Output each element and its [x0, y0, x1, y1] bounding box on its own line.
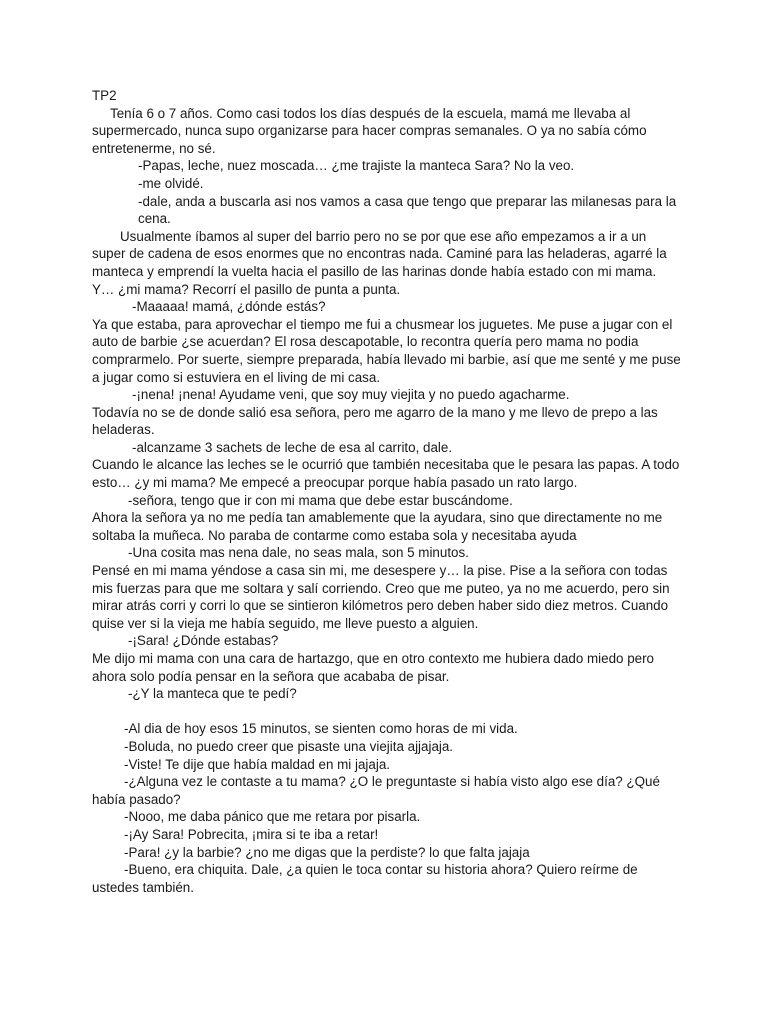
conversation-line: -¡Ay Sara! Pobrecita, ¡mira si te iba a retar!: [124, 826, 379, 842]
blank-line: [92, 703, 682, 721]
conversation-line: -Nooo, me daba pánico que me retara por pisarla.: [124, 809, 421, 825]
conversation-line: -Viste! Te dije que había maldad en mi jajaja.: [124, 756, 390, 772]
paragraph: Cuando le alcance las leches se le ocurrió que también necesitaba que le pesara las papas. A todo esto… ¿y mi mama? Me empecé a preocupar porque había pasado un rato largo.: [92, 457, 680, 491]
conversation-line: -Al dia de hoy esos 15 minutos, se sienten como horas de mi vida.: [124, 721, 518, 737]
dialogue-line: -alcanzame 3 sachets de leche de esa al carrito, dale.: [132, 439, 453, 455]
conversation-line: -Bueno, era chiquita. Dale, ¿a quien le toca contar su historia ahora? Quiero reírme de ustedes también.: [92, 862, 638, 895]
paragraph: Ya que estaba, para aprovechar el tiempo me fui a chusmear los juguetes. Me puse a jugar con el auto de barbie ¿se acuerdan? El rosa descapotable, lo recontra quería pero mama no podia comprarmelo. Por suerte, siempre preparada, había llevado mi barbie, así que me senté y me puse a jugar como si estuviera en el living de mi casa.: [92, 316, 681, 385]
dialogue-line: -Papas, leche, nuez moscada… ¿me trajiste la manteca Sara? No la veo.: [138, 158, 575, 174]
paragraph: Ahora la señora ya no me pedía tan amablemente que la ayudara, sino que directamente no me soltaba la muñeca. No paraba de contarme como estaba sola y necesitaba ayuda: [92, 510, 663, 543]
dialogue-line: -me olvidé.: [138, 175, 204, 191]
paragraph: Todavía no se de donde salió esa señora, pero me agarro de la mano y me llevo de prepo a las heladeras.: [92, 404, 658, 438]
paragraph-intro: Tenía 6 o 7 años. Como casi todos los días después de la escuela, mamá me llevaba al supermercado, nunca supo organizarse para hacer compras semanales. O ya no sabía cómo entretenerme, no sé.: [92, 105, 647, 156]
document-body: [92, 87, 682, 896]
dialogue-line: -dale, anda a buscarla asi nos vamos a casa que tengo que preparar las milanesas para la cena.: [138, 193, 677, 227]
dialogue-line: -¡Sara! ¿Dónde estabas?: [128, 633, 279, 649]
document-title: TP2: [92, 88, 117, 103]
conversation-line: -¿Alguna vez le contaste a tu mama? ¿O le preguntaste si había visto algo ese día? ¿Qué había pasado?: [92, 774, 660, 807]
paragraph: Pensé en mi mama yéndose a casa sin mi, me desespere y… la pise. Pise a la señora con todas mis fuerzas para que me soltara y salí corriendo. Creo que me puteo, ya no me acuerdo, pero sin mirar atrás corri y corri lo que se sintieron kilómetros pero deben haber sido diez metros. Cuando quise ver si la vieja me había seguido, me lleve puesto a alguien.: [92, 563, 670, 631]
dialogue-line: -Maaaaa! mamá, ¿dónde estás?: [132, 299, 326, 315]
paragraph: Usualmente íbamos al super del barrio pero no se por que ese año empezamos a ir a un super de cadena de esos enormes que no encontras nada. Caminé para las heladeras, agarré la manteca y emprendí la vuelta hacia el pasillo de las harinas donde había estado con mi mama. Y… ¿mi mama? Recorrí el pasillo de punta a punta.: [92, 228, 667, 297]
dialogue-line: -señora, tengo que ir con mi mama que debe estar buscándome.: [128, 492, 513, 508]
paragraph: Me dijo mi mama con una cara de hartazgo, que en otro contexto me hubiera dado miedo pero ahora solo podía pensar en la señora que acababa de pisar.: [92, 651, 654, 684]
conversation-line: -Para! ¿y la barbie? ¿no me digas que la perdiste? lo que falta jajaja: [124, 844, 530, 860]
dialogue-line: -Una cosita mas nena dale, no seas mala, son 5 minutos.: [128, 545, 469, 561]
conversation-line: -Boluda, no puedo creer que pisaste una viejita ajjajaja.: [124, 738, 454, 754]
dialogue-line: -¿Y la manteca que te pedí?: [128, 686, 297, 702]
dialogue-line: -¡nena! ¡nena! Ayudame veni, que soy muy viejita y no puedo agacharme.: [132, 387, 570, 403]
